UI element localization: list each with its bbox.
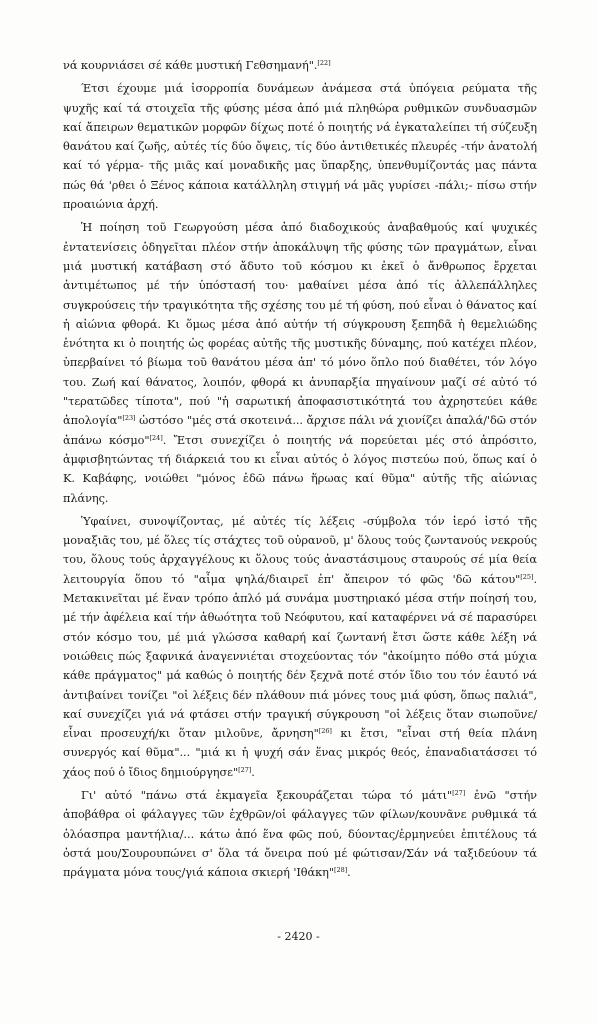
text-run: . Ἔτσι συνεχίζει ὁ ποιητής νά πορεύεται μές στό ἀπρόσιτο, ἀμφισβητώντας τή διάρκειά του κι εἶναι αὐτός ὁ λόγος πιστεύω πού, ὅπως καί ὁ Κ. Καβάφης, νοιώθει "μόνος ἐδῶ πάνω ἥρωας καί θῦμα" αὐτῆς τῆς αἰώνιας πλάνης. (63, 433, 537, 505)
paragraph (63, 79, 537, 214)
text-run: Έτσι έχουμε μιά ἰσορροπία δυνάμεων ἀνάμεσα στά ὑπόγεια ρεύματα τῆς ψυχῆς καί τά στοιχεῖα τῆς φύσης μέσα ἀπό μιά πληθώρα ρυθμικῶν συνδυασμῶν καί ἄπειρων θεματικῶν μορφῶν δίχως ποτέ ὁ ποιητής νά ἐγκαταλείπει τή σύζευξη θανάτου καί ζωῆς, αὐτές τίς δύο ὄψεις, τίς δύο ἀντιθετικές πλευρές -τήν ἀνατολή καί τό γέρμα- τῆς μιᾶς καί μοναδικῆς μας ὕπαρξης, ὑπενθυμίζοντάς μας πάντα πώς θά 'ρθει ὁ Ξένος κάποια κατάλληλη στιγμή νά μᾶς γυρίσει -πάλι;- πίσω στήν προαιώνια ἀρχή. (63, 82, 537, 212)
text-run: . (347, 866, 351, 880)
footnote-ref: [26] (318, 727, 332, 736)
paragraph (63, 218, 537, 507)
footnote-ref: [23] (122, 414, 136, 423)
text-run: ἐνῶ "στήν ἀποβάθρα οἱ φάλαγγες τῶν ἐχθρῶν/οἱ φάλαγγες τῶν φίλων/κουνᾶνε ρυθμικά τά ὁλόασπρα μαντήλια/... κάτω ἀπό ἕνα φῶς πού, δύοντας/ἑρμηνεύει ἐπιτέλους τά ὀστά μου/Σουρουπώνει σ' ὅλα τά ὄνειρα πού μέ φώτισαν/Σάν νά ταξιδεύουν τά πράγματα μόνα τους/γιά κάποια σκιερή 'Ιθάκη" (63, 788, 538, 880)
text-run: νά κουρνιάσει σέ κάθε μυστική Γεθσημανή". (63, 59, 318, 72)
text-run: Ὑφαίνει, συνοψίζοντας, μέ αὐτές τίς λέξεις -σύμβολα τόν ἱερό ἱστό τῆς μοναξιᾶς του, μέ ὅλες τίς στάχτες τοῦ οὐρανοῦ, μ' ὅλους τούς ζωντανούς νεκρούς του, ὅλους τούς ἀρχαγγέλους κι ὅλους τούς ἀναστάσιμους σταυρούς σέ μία θεία λειτουργία ὅπου τό "αἷμα ψηλά/διαιρεῖ ἐπ' ἄπειρον τό φῶς 'δῶ κάτου" (63, 514, 537, 586)
footnote-ref: [27] (452, 788, 466, 797)
page-number: - 2420 - (277, 930, 320, 943)
body-text (63, 56, 537, 886)
text-run: Ἡ ποίηση τοῦ Γεωργούση μέσα ἀπό διαδοχικούς ἀναβαθμούς καί ψυχικές ἐντατενίσεις ὁδηγεῖται πλέον στήν ἀποκάλυψη τῆς φύσης τῶν πραγμάτων, εἶναι μιά μυστική κατάβαση στό ἄδυτο τοῦ κόσμου κι ἐκεῖ ὁ ἄνθρωπος ἔρχεται ἀντιμέτωπος μέ τήν ὑπόστασή του· μαθαίνει μέσα ἀπό τίς ἀλλεπάλληλες συγκρούσεις τήν τραγικότητα τῆς σχέσης του μέ τή φύση, πού εἶναι ὁ θάνατος καί ἡ αἰώνια φθορά. Κι ὅμως μέσα ἀπό αὐτήν τή σύγκρουση ξεπηδᾶ ἡ θεμελιώδης ἑνότητα κι ὁ ποιητής ὡς φορέας αὐτῆς τῆς μυστικῆς δύναμης, πού κατέχει πλέον, ὑπερβαίνει τό βίωμα τοῦ θανάτου μέσα ἀπ' τό μόνο ὅπλο πού διαθέτει, τόν λόγο του. Ζωή καί θάνατος, λοιπόν, φθορά κι ἀνυπαρξία πηγαίνουν μαζί σέ αὐτό τό "τερατῶδες τίποτα", πού "ἡ σαρωτική ἀποφασιστικότητά του ἀχρηστεύει κάθε ἀπολογία" (63, 221, 537, 428)
footnote-ref: [25] (520, 572, 534, 581)
footnote-ref: [28] (334, 866, 348, 875)
text-run: . Μετακινεῖται μέ ἕναν τρόπο ἁπλό μά συνάμα μυστηριακό μέσα στήν ποίησή του, μέ τήν ἀφέλεια καί τήν ἀθωότητα τοῦ Νεόφυτου, καί καταφέρνει νά σέ παρασύρει στόν κόσμο του, μέ μιά γλώσσα καθαρή καί ζωντανή ἔτσι ὥστε κάθε λέξη νά νοιώθεις πώς ξαφνικά ἀναγεννιέται στοχεύοντας τόν "ἀκοίμητο πόθο στά μύχια κάθε πράγματος" μά καθώς ὁ ποιητής δέν ξεχνᾶ ποτέ στόν ἴδιο του τόν ἑαυτό νά ἀντιβαίνει τονίζει "οἱ λέξεις δέν πλάθουν πιά μόνες τους μιά φύση, ὅπως παλιά", καί συνεχίζει γιά νά φτάσει στήν τραγική σύγκρουση "οἱ λέξεις ὅταν σιωποῦνε/εἶναι προσευχή/κι ὅταν μιλοῦνε, ἄρνηση" (63, 572, 537, 741)
footnote-ref: [27] (238, 765, 252, 774)
paragraph (63, 56, 537, 75)
text-run: . (251, 765, 255, 779)
text-run: Γι' αὐτό "πάνω στά ἐκμαγεῖα ξεκουράζεται τώρα τό μάτι" (81, 788, 453, 802)
paragraph (63, 512, 537, 782)
text-run: κι ἔτσι, "εἶναι στή θεία πλάνη συνεργός καί θῦμα"... "μιά κι ἡ ψυχή σάν ἕνας μικρός θεός, ἐπαναδιατάσσει τό χάος πού ὁ ἴδιος δημιούργησε" (63, 727, 537, 779)
footnote-ref: [22] (317, 59, 331, 67)
footnote-ref: [24] (149, 433, 163, 442)
paragraph (63, 786, 537, 882)
text-run: ὡστόσο "μές στά σκοτεινά... ἄρχισε πάλι νά χιονίζει ἀπαλά/'δῶ στόν ἀπάνω κόσμο" (63, 414, 537, 447)
